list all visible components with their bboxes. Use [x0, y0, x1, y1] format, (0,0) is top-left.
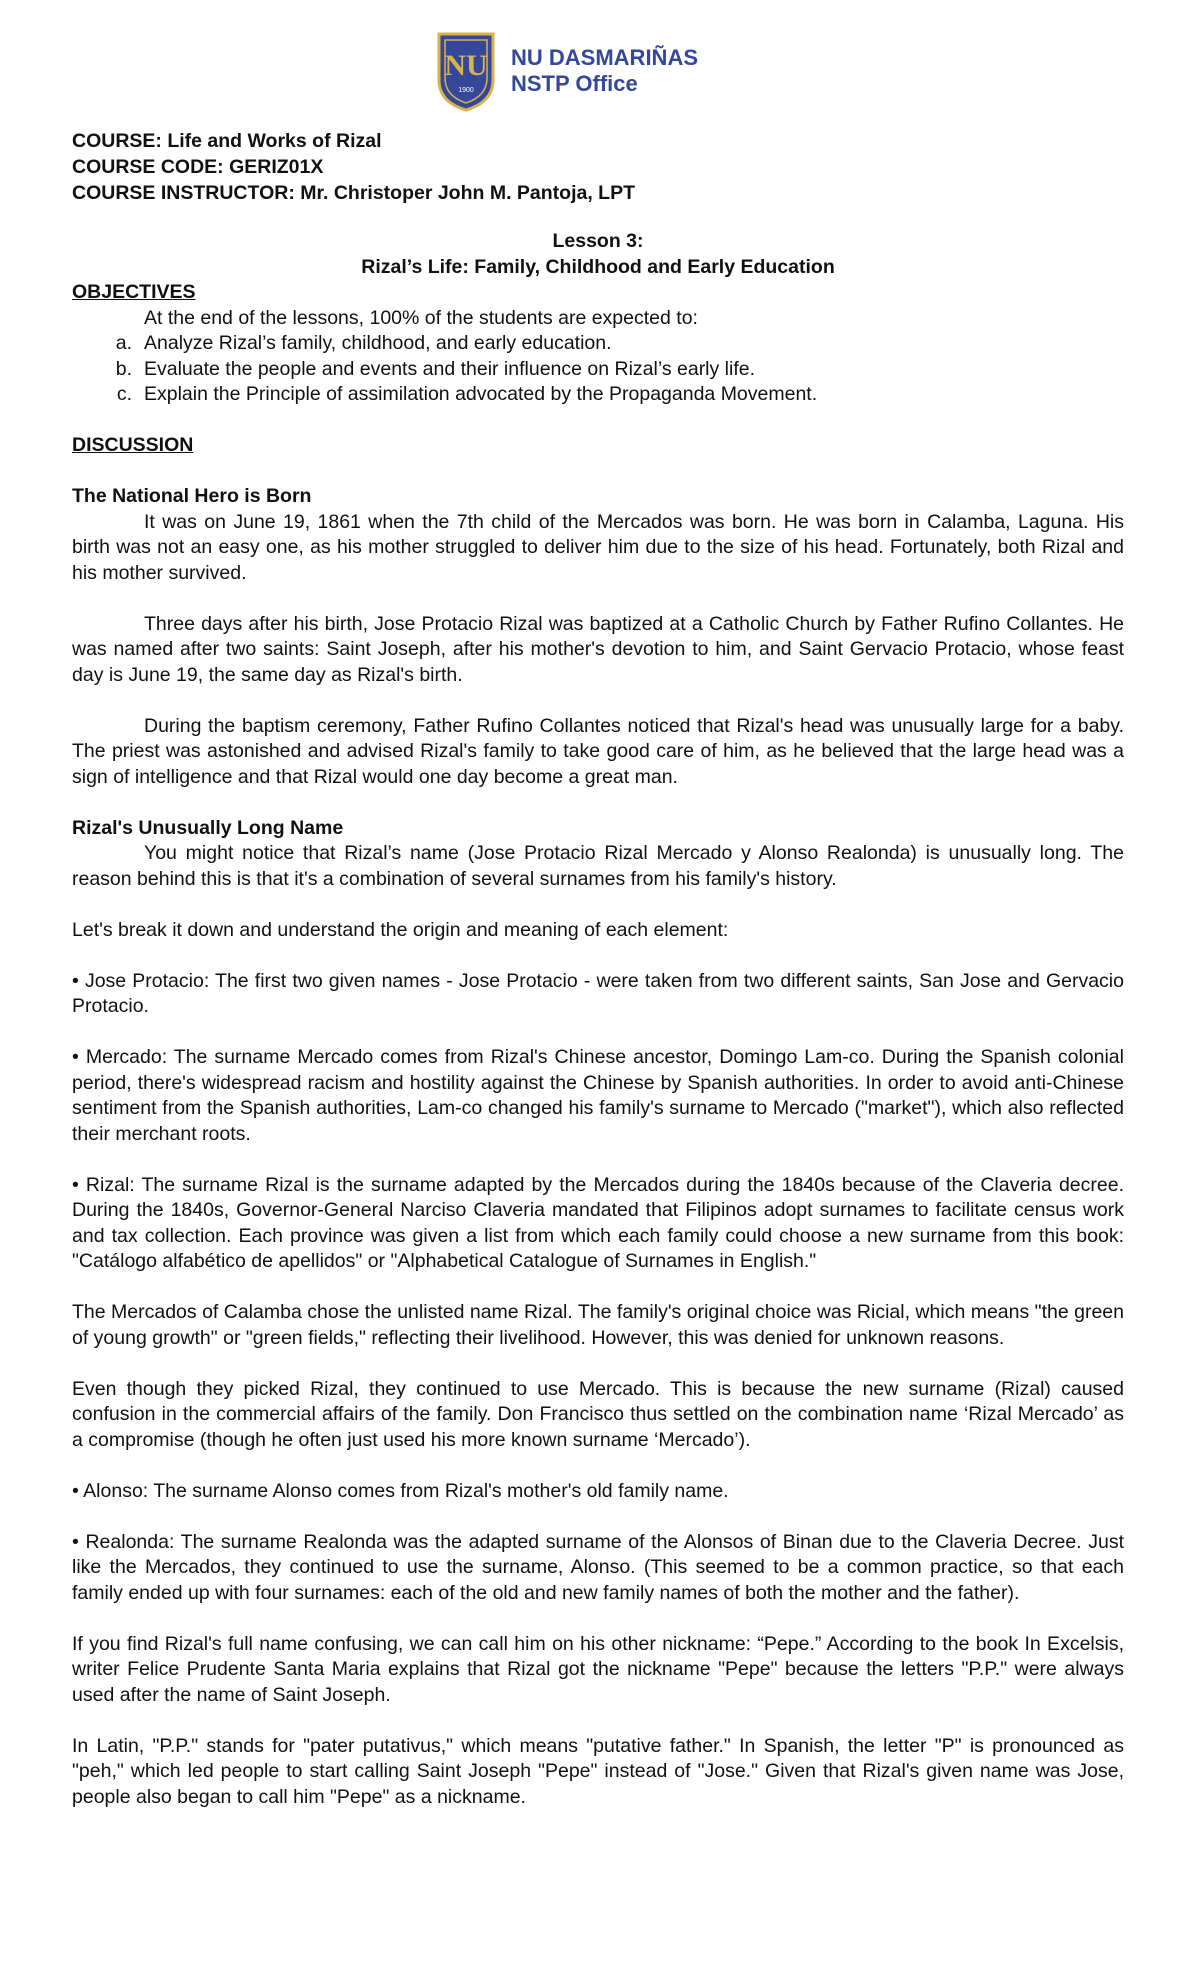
list-item — [72, 357, 1124, 383]
document-body — [72, 229, 1124, 1810]
paragraph: • Jose Protacio: The first two given names - Jose Protacio - were taken from two different saints, San Jose and Gervacio Protacio. — [72, 969, 1124, 1017]
discussion-heading: DISCUSSION — [72, 434, 194, 456]
section-heading: The National Hero is Born — [72, 485, 312, 507]
list-marker: c. — [116, 383, 132, 405]
letterhead — [435, 28, 698, 114]
paragraph: If you find Rizal's full name confusing, we can call him on his other nickname: “Pepe.” According to the book In Excelsis, writer Felice Prudente Santa Maria explains that Rizal got the nickname "Pepe" because the letters "P.P." were always used after the name of Saint Joseph. — [72, 1632, 1124, 1706]
objectives-intro: At the end of the lessons, 100% of the students are expected to: — [144, 306, 698, 329]
paragraph: The Mercados of Calamba chose the unlisted name Rizal. The family's original choice was Ricial, which means "the green of young growth" or "green fields," reflecting their livelihood. However, this was denied for unknown reasons. — [72, 1301, 1124, 1349]
paragraph: • Alonso: The surname Alonso comes from Rizal's mother's old family name. — [72, 1479, 729, 1502]
org-name — [511, 45, 698, 97]
list-item — [72, 331, 1124, 357]
list-text: Analyze Rizal’s family, childhood, and early education. — [144, 332, 612, 354]
org-line-1: NU DASMARIÑAS — [511, 45, 698, 70]
paragraph: • Rizal: The surname Rizal is the surname adapted by the Mercados during the 1840s because of the Claveria decree. During the 1840s, Governor-General Narciso Claveria mandated that Filipinos adopt surnames to facilitate census work and tax collection. Each province was given a list from which each family could choose a new surname from this book: "Catálogo alfabético de apellidos" or "Alphabetical Catalogue of Surnames in English." — [72, 1173, 1124, 1272]
course-title: COURSE: Life and Works of Rizal — [72, 130, 382, 152]
lesson-title: Rizal’s Life: Family, Childhood and Early Education — [361, 255, 835, 278]
list-text: Evaluate the people and events and their influence on Rizal’s early life. — [144, 357, 756, 380]
objectives-heading: OBJECTIVES — [72, 281, 196, 303]
paragraph: It was on June 19, 1861 when the 7th child of the Mercados was born. He was born in Calamba, Laguna. His birth was not an easy one, as his mother struggled to deliver him due to the size of his head. Fortunately, both Rizal and his mother survived. — [72, 510, 1124, 584]
logo-year: 1900 — [458, 87, 474, 94]
paragraph: In Latin, "P.P." stands for "pater putativus," which means "putative father." In Spanish, the letter "P" is pronounced as "peh," which led people to start calling Saint Joseph "Pepe" instead of "Jose." Given that Rizal's given name was Jose, people also began to call him "Pepe" as a nickname. — [72, 1734, 1124, 1808]
org-line-2: NSTP Office — [511, 71, 638, 96]
course-info — [72, 128, 635, 206]
course-code: COURSE CODE: GERIZ01X — [72, 156, 324, 178]
paragraph: Three days after his birth, Jose Protacio Rizal was baptized at a Catholic Church by Father Rufino Collantes. He was named after two saints: Saint Joseph, after his mother's devotion to him, and Saint Gervacio Protacio, whose feast day is June 19, the same day as Rizal's birth. — [72, 612, 1124, 686]
paragraph: • Mercado: The surname Mercado comes from Rizal's Chinese ancestor, Domingo Lam-co. During the Spanish colonial period, there's widespread racism and hostility against the Chinese by Spanish authorities. In order to avoid anti-Chinese sentiment from the Spanish authorities, Lam-co changed his family's surname to Mercado ("market"), which also reflected their merchant roots. — [72, 1046, 1124, 1145]
paragraph: Even though they picked Rizal, they continued to use Mercado. This is because the new surname (Rizal) caused confusion in the commercial affairs of the family. Don Francisco thus settled on the combination name ‘Rizal Mercado’ as a compromise (though he often just used his more known surname ‘Mercado’). — [72, 1377, 1124, 1451]
paragraph: You might notice that Rizal’s name (Jose Protacio Rizal Mercado y Alonso Realonda) is unusually long. The reason behind this is that it's a combination of several surnames from his family's history. — [72, 842, 1124, 890]
list-item — [72, 382, 1124, 408]
objectives-list — [72, 331, 1124, 408]
paragraph: Let's break it down and understand the origin and meaning of each element: — [72, 918, 729, 941]
nu-shield-logo — [435, 30, 497, 112]
paragraph: • Realonda: The surname Realonda was the adapted surname of the Alonsos of Binan due to the Claveria Decree. Just like the Mercados, they continued to use the surname, Alonso. (This seemed to be a common practice, so that each family ended up with four surnames: each of the old and new family names of both the mother and the father). — [72, 1530, 1124, 1604]
course-instructor: COURSE INSTRUCTOR: Mr. Christoper John M. Pantoja, LPT — [72, 182, 636, 204]
logo-initials: NU — [444, 49, 488, 82]
list-marker: b. — [115, 357, 132, 380]
list-text: Explain the Principle of assimilation advocated by the Propaganda Movement. — [144, 383, 818, 405]
paragraph: During the baptism ceremony, Father Rufino Collantes noticed that Rizal's head was unusually large for a baby. The priest was astonished and advised Rizal's family to take good care of him, as he believed that the large head was a sign of intelligence and that Rizal would one day become a great man. — [72, 714, 1124, 788]
list-marker: a. — [115, 332, 132, 354]
section-heading: Rizal's Unusually Long Name — [72, 816, 344, 839]
lesson-number: Lesson 3: — [552, 230, 644, 252]
